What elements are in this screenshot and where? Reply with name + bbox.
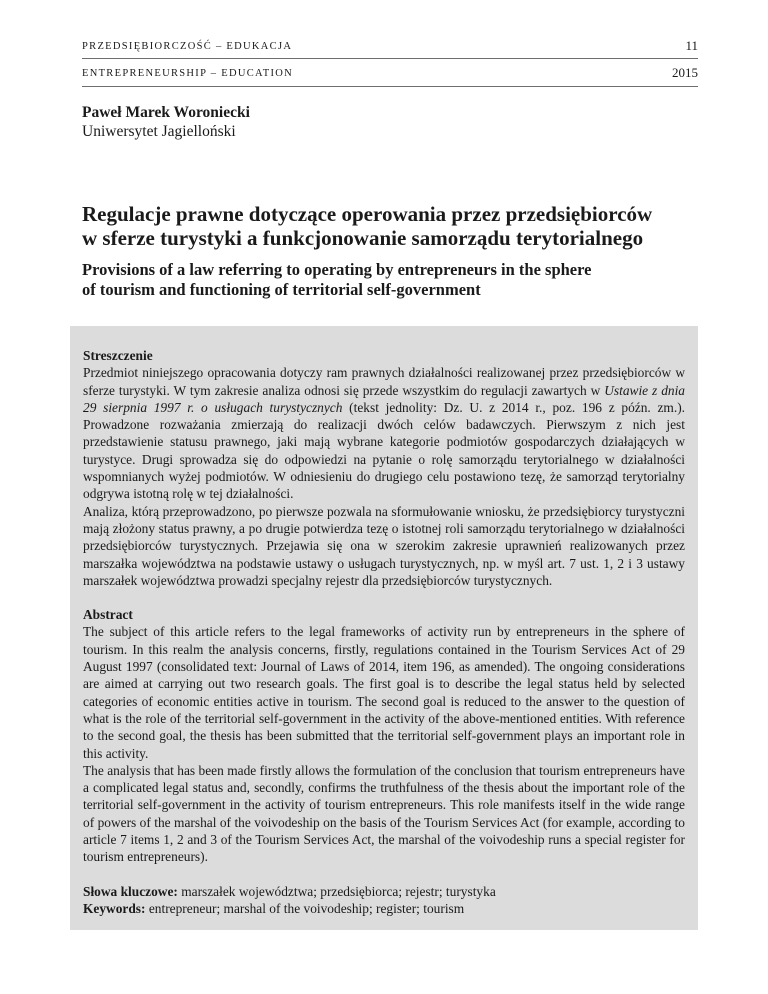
streszczenie-act-title: Ustawie z dnia 29 sierpnia 1997 r. o usługach turystycznych bbox=[83, 382, 685, 415]
author-name: Paweł Marek Woroniecki bbox=[82, 104, 250, 121]
running-header-polish bbox=[82, 38, 698, 53]
abstract-paragraph-1: The subject of this article refers to the legal frameworks of activity run by entrepreneurs in the sphere of tourism. In this realm the analysis concerns, firstly, regulations contained in the Tourism Services Act of 29 August 1997 (consolidated text: Journal of Laws of 2014, item 196, as amended). The ongoing considerations are aimed at carrying out two research goals. The first goal is to describe the legal status held by selected categories of economic entities active in tourism. The second goal is reduced to the answer to the question of what is the role of the territorial self-government in the activity of the above-mentioned entities. With reference to the second goal, the thesis has been submitted that the territorial self-government plays an important role in this activity. bbox=[83, 624, 685, 761]
title-polish-line-2: w sferze turystyki a funkcjonowanie samorządu terytorialnego bbox=[82, 226, 644, 250]
keywords-polish bbox=[83, 883, 685, 900]
title-english-line-1: Provisions of a law referring to operating by entrepreneurs in the sphere bbox=[82, 260, 592, 279]
streszczenie-heading: Streszczenie bbox=[83, 348, 153, 363]
title-polish-line-1: Regulacje prawne dotyczące operowania przez przedsiębiorców bbox=[82, 202, 653, 226]
streszczenie-paragraph-2: Analiza, którą przeprowadzono, po pierwsze pozwala na sformułowanie wniosku, że przedsiębiorcy turystyczni mają złożony status prawny, a po drugie potwierdza tezę o istotnej roli samorządu terytorialnego w działalności przedsiębiorców turystycznych. Przejawia się ona w szerokim zakresie uprawnień realizowanych przez marszałka województwa na podstawie ustawy o usługach turystycznych, np. w myśl art. 7 ust. 1, 2 i 3 ustawy marszałek województwa prowadzi specjalny rejestr dla przedsiębiorców turystycznych. bbox=[83, 503, 685, 588]
abstract-paragraph-2: The analysis that has been made firstly allows the formulation of the conclusion that tourism entrepreneurs have a complicated legal status and, secondly, confirms the truthfulness of the thesis about the important role of the territorial self-government in the activity of tourism entrepreneurs. This role manifests itself in the wide range of powers of the marshal of the voivodeship on the basis of the Tourism Services Act (for example, according to article 7 items 1, 2 and 3 of the Tourism Services Act, the marshal of the voivodeship runs a special register for tourism entrepreneurs). bbox=[83, 762, 685, 865]
title-english-line-2: of tourism and functioning of territorial self-government bbox=[82, 280, 481, 299]
abstract-box bbox=[70, 326, 698, 930]
streszczenie-text-a: Przedmiot niniejszego opracowania dotyczy ram prawnych działalności realizowanej przez przedsiębiorców w sferze turystyki. W tym zakresie analiza odnosi się przede wszystkim do regulacji zawartych w bbox=[83, 365, 685, 398]
author-affiliation: Uniwersytet Jagielloński bbox=[82, 123, 236, 140]
keywords-english-label: Keywords: bbox=[83, 900, 146, 916]
section-gap bbox=[83, 589, 685, 606]
streszczenie-text-b: (tekst jednolity: Dz. U. z 2014 r., poz. 196 z późn. zm.). Prowadzone rozważania zmierzają do realizacji dwóch celów badawczych. Pierwszym z nich jest przedstawienie statusu prawnego, jaki mają wybrane kategorie podmiotów gospodarczych działających w turystyce. Drugi sprowadza się do odpowiedzi na pytanie o rolę samorządu terytorialnego w działalności wspomnianych wyżej podmiotów. W odniesieniu do drugiego celu postawiono tezę, że samorząd terytorialny odgrywa istotną rolę w tej działalności. bbox=[83, 399, 686, 502]
volume-number: 11 bbox=[685, 38, 698, 53]
header-rule-bottom bbox=[82, 86, 698, 87]
keywords-english-text: entrepreneur; marshal of the voivodeship; register; tourism bbox=[145, 900, 465, 916]
streszczenie-paragraph-1 bbox=[83, 364, 685, 502]
running-header-english bbox=[82, 65, 698, 80]
section-gap bbox=[83, 866, 685, 883]
article-title-english bbox=[82, 260, 702, 300]
publication-year: 2015 bbox=[672, 65, 698, 80]
keywords-polish-text: marszałek województwa; przedsiębiorca; rejestr; turystyka bbox=[177, 883, 496, 899]
abstract-heading: Abstract bbox=[83, 607, 133, 623]
keywords-english bbox=[83, 900, 685, 917]
keywords-polish-label: Słowa kluczowe: bbox=[83, 883, 178, 899]
journal-name-english: ENTREPRENEURSHIP – EDUCATION bbox=[82, 68, 294, 79]
journal-name-polish: PRZEDSIĘBIORCZOŚĆ – EDUKACJA bbox=[82, 41, 293, 52]
article-title-polish bbox=[82, 202, 702, 250]
header-rule-top bbox=[82, 58, 698, 59]
